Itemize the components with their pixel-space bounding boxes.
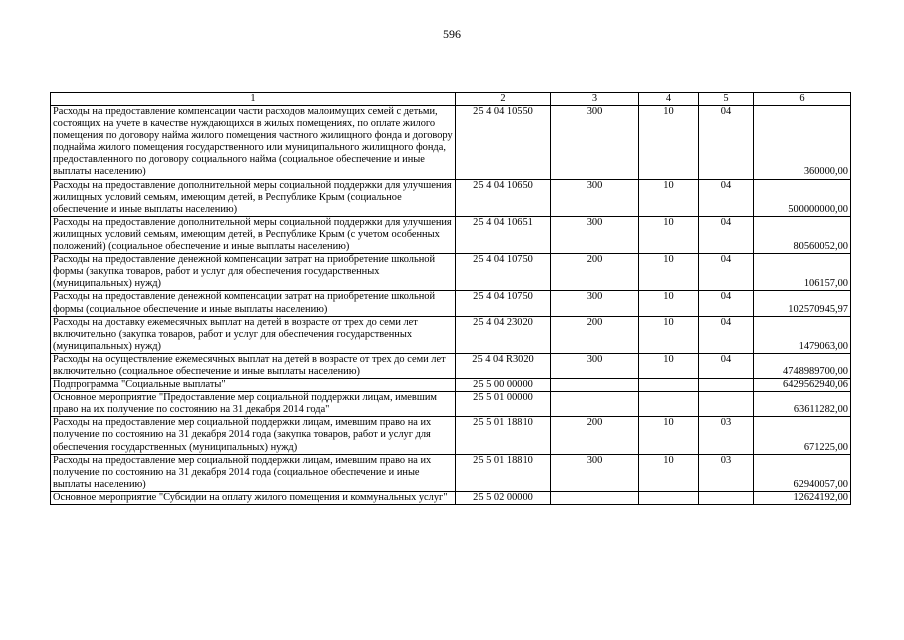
row-expense-type <box>551 392 639 417</box>
row-section: 10 <box>639 216 699 253</box>
table-row <box>51 392 851 417</box>
row-description: Расходы на доставку ежемесячных выплат на детей в возрасте от трех до семи лет включительно (закупка товаров, работ и услуг для обеспечения государственных (муниципальных) нужд) <box>51 316 456 353</box>
row-subsection <box>699 379 754 392</box>
row-description: Расходы на предоставление компенсации части расходов малоимущих семей с детьми, состоящих на учете в качестве нуждающихся в жилых помещениях, по оплате жилого помещения по договору найма жилого помещения частного жилищного фонда и договору поднайма жилого помещения государственного или муниципального жилищного фонда, предоставленного по договору социального найма (социальное обеспечение и иные выплаты населению) <box>51 106 456 180</box>
row-section <box>639 392 699 417</box>
column-header-6: 6 <box>754 93 851 106</box>
row-subsection <box>699 491 754 504</box>
row-section: 10 <box>639 417 699 454</box>
row-section: 10 <box>639 106 699 180</box>
row-section: 10 <box>639 179 699 216</box>
row-subsection: 03 <box>699 454 754 491</box>
table-row <box>51 216 851 253</box>
table-row <box>51 106 851 180</box>
column-header-4: 4 <box>639 93 699 106</box>
row-amount: 62940057,00 <box>754 454 851 491</box>
row-description: Подпрограмма "Социальные выплаты" <box>51 379 456 392</box>
row-subsection: 04 <box>699 353 754 378</box>
row-amount: 106157,00 <box>754 254 851 291</box>
row-amount: 102570945,97 <box>754 291 851 316</box>
row-code: 25 4 04 10750 <box>456 291 551 316</box>
row-expense-type: 200 <box>551 254 639 291</box>
table-row <box>51 254 851 291</box>
row-expense-type: 300 <box>551 454 639 491</box>
row-code: 25 5 01 18810 <box>456 454 551 491</box>
column-header-5: 5 <box>699 93 754 106</box>
row-subsection: 04 <box>699 254 754 291</box>
column-header-1: 1 <box>51 93 456 106</box>
row-subsection: 04 <box>699 106 754 180</box>
row-section: 10 <box>639 254 699 291</box>
row-expense-type: 300 <box>551 353 639 378</box>
row-description: Расходы на предоставление денежной компенсации затрат на приобретение школьной формы (социальное обеспечение и иные выплаты населению) <box>51 291 456 316</box>
row-code: 25 4 04 10651 <box>456 216 551 253</box>
row-amount: 80560052,00 <box>754 216 851 253</box>
row-amount: 360000,00 <box>754 106 851 180</box>
row-expense-type: 300 <box>551 216 639 253</box>
row-amount: 4748989700,00 <box>754 353 851 378</box>
row-expense-type: 200 <box>551 417 639 454</box>
row-expense-type <box>551 491 639 504</box>
row-amount: 1479063,00 <box>754 316 851 353</box>
row-amount: 63611282,00 <box>754 392 851 417</box>
row-code: 25 5 00 00000 <box>456 379 551 392</box>
row-description: Расходы на предоставление дополнительной меры социальной поддержки для улучшения жилищных условий семьям, имеющим детей, в Республике Крым (с учетом особенных положений) (социальное обеспечение и иные выплаты населению) <box>51 216 456 253</box>
row-code: 25 5 01 00000 <box>456 392 551 417</box>
table-row <box>51 417 851 454</box>
row-expense-type: 300 <box>551 291 639 316</box>
table-row <box>51 291 851 316</box>
row-expense-type <box>551 379 639 392</box>
table-row <box>51 316 851 353</box>
row-subsection: 04 <box>699 291 754 316</box>
row-subsection: 04 <box>699 316 754 353</box>
column-header-2: 2 <box>456 93 551 106</box>
row-description: Основное мероприятие "Предоставление мер социальной поддержки лицам, имевшим право на их получение по состоянию на 31 декабря 2014 года" <box>51 392 456 417</box>
table-row <box>51 379 851 392</box>
row-section: 10 <box>639 353 699 378</box>
row-section: 10 <box>639 291 699 316</box>
budget-table <box>50 92 851 505</box>
table-row <box>51 491 851 504</box>
table-row <box>51 179 851 216</box>
row-section <box>639 491 699 504</box>
table-row <box>51 454 851 491</box>
row-expense-type: 300 <box>551 106 639 180</box>
row-section: 10 <box>639 316 699 353</box>
row-code: 25 4 04 10750 <box>456 254 551 291</box>
page-number: 596 <box>443 27 461 41</box>
row-expense-type: 300 <box>551 179 639 216</box>
row-section <box>639 379 699 392</box>
row-amount: 6429562940,06 <box>754 379 851 392</box>
row-amount: 500000000,00 <box>754 179 851 216</box>
row-amount: 671225,00 <box>754 417 851 454</box>
row-subsection: 04 <box>699 216 754 253</box>
row-code: 25 4 04 23020 <box>456 316 551 353</box>
row-expense-type: 200 <box>551 316 639 353</box>
row-description: Основное мероприятие "Субсидии на оплату жилого помещения и коммунальных услуг" <box>51 491 456 504</box>
row-description: Расходы на предоставление мер социальной поддержки лицам, имевшим право на их получение по состоянию на 31 декабря 2014 года (закупка товаров, работ и услуг для обеспечения государственных (муниципальных) нужд) <box>51 417 456 454</box>
row-subsection: 03 <box>699 417 754 454</box>
row-code: 25 4 04 R3020 <box>456 353 551 378</box>
row-description: Расходы на осуществление ежемесячных выплат на детей в возрасте от трех до семи лет включительно (социальное обеспечение и иные выплаты населению) <box>51 353 456 378</box>
row-subsection <box>699 392 754 417</box>
row-code: 25 5 01 18810 <box>456 417 551 454</box>
row-code: 25 5 02 00000 <box>456 491 551 504</box>
row-code: 25 4 04 10650 <box>456 179 551 216</box>
row-description: Расходы на предоставление мер социальной поддержки лицам, имевшим право на их получение по состоянию на 31 декабря 2014 года (социальное обеспечение и иные выплаты населению) <box>51 454 456 491</box>
row-amount: 12624192,00 <box>754 491 851 504</box>
column-header-3: 3 <box>551 93 639 106</box>
row-section: 10 <box>639 454 699 491</box>
row-code: 25 4 04 10550 <box>456 106 551 180</box>
row-description: Расходы на предоставление дополнительной меры социальной поддержки для улучшения жилищных условий семьям, имеющим детей, в Республике Крым (социальное обеспечение и иные выплаты населению) <box>51 179 456 216</box>
table-header-row <box>51 93 851 106</box>
row-subsection: 04 <box>699 179 754 216</box>
table-row <box>51 353 851 378</box>
row-description: Расходы на предоставление денежной компенсации затрат на приобретение школьной формы (закупка товаров, работ и услуг для обеспечения государственных (муниципальных) нужд) <box>51 254 456 291</box>
